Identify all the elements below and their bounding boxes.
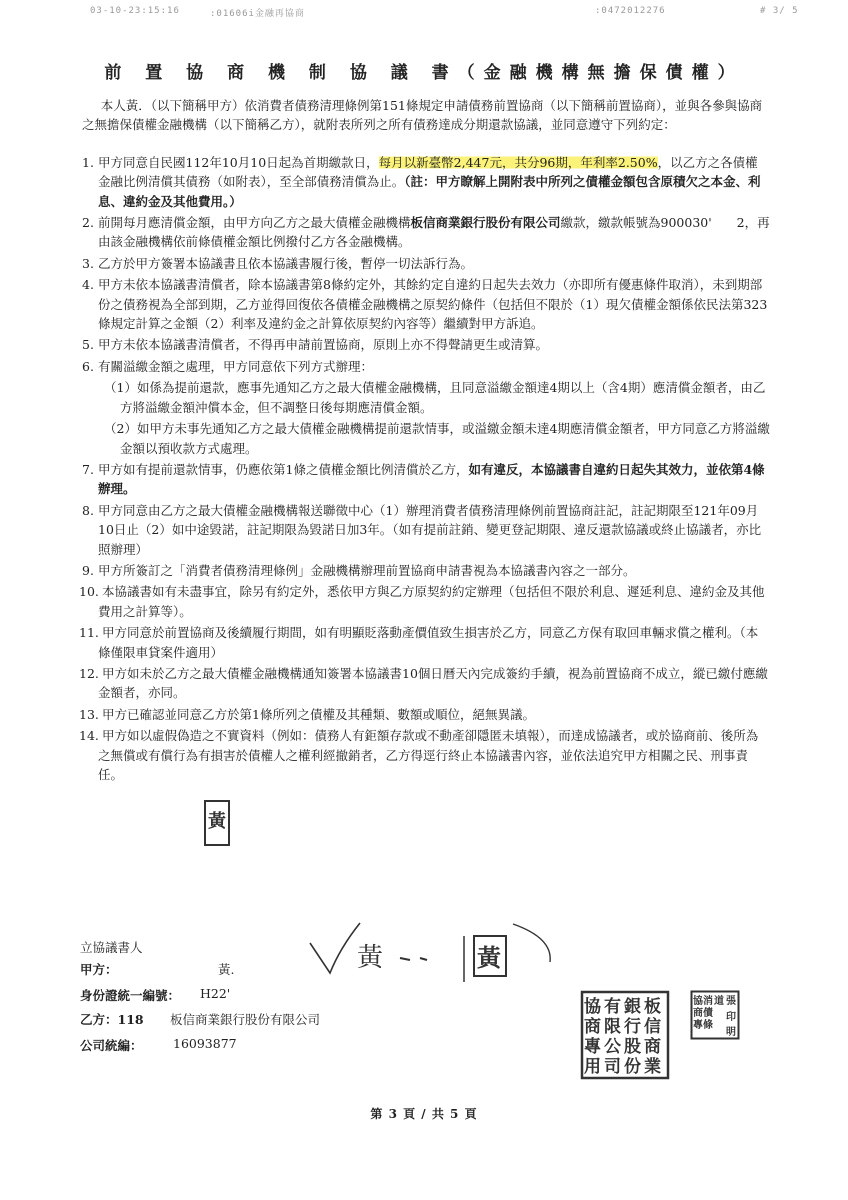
clause-6-2: （2）如甲方未事先通知乙方之最大債權金融機構提前還款情事，或溢繳金額未達4期應清償金額者，甲方同意乙方將溢繳金額以預收款方式處理。 xyxy=(104,421,770,456)
svg-text:專: 專 xyxy=(584,1037,601,1057)
svg-text:協: 協 xyxy=(584,997,601,1017)
id-row: 身份證統一編號： H22' xyxy=(80,986,231,1003)
svg-text:商: 商 xyxy=(693,1008,703,1019)
company-id-row: 公司統編： 16093877 xyxy=(80,1036,237,1053)
svg-text:業: 業 xyxy=(644,1057,661,1077)
svg-text:信: 信 xyxy=(644,1017,661,1037)
personal-seal xyxy=(458,918,558,993)
svg-text:司: 司 xyxy=(604,1057,621,1077)
svg-text:債: 債 xyxy=(703,1008,713,1019)
bank-name: 板信商業銀行股份有限公司 xyxy=(410,215,561,231)
svg-text:銀: 銀 xyxy=(624,997,641,1017)
clause-2: 2. 前開每月應清償金額，由甲方向乙方之最大債權金融機構板信商業銀行股份有限公司繳款，繳款帳號為900030' 2，再由該金融機構依前條債權金額比例撥付乙方各金融機構。 xyxy=(82,215,770,250)
svg-text:份: 份 xyxy=(624,1057,641,1077)
svg-text:協: 協 xyxy=(693,996,703,1007)
signatories-heading: 立協議書人 xyxy=(80,940,143,955)
svg-text:條: 條 xyxy=(703,1020,713,1031)
svg-text:專: 專 xyxy=(693,1020,703,1031)
margin-seal: 黃 xyxy=(204,800,230,846)
svg-text:商: 商 xyxy=(644,1037,661,1057)
svg-text:印: 印 xyxy=(726,1012,736,1023)
signature-text: 黃 xyxy=(357,943,384,973)
bank-company-seal xyxy=(580,990,670,1080)
clause-7: 7. 甲方如有提前還款情事，仍應依第1條之債權金額比例清償於乙方，如有違反，本協議書自違約日起失其效力，並依第4條辦理。 xyxy=(82,461,765,497)
intro-paragraph: 本人黃．（以下簡稱甲方）依消費者債務清理條例第151條規定申請債務前置協商（以下簡稱前置協商），並與各參與協商之無擔保債權金融機構（以下簡稱乙方），就附表所列之所有債務達成分期還款協議，並同意遵守下列約定： xyxy=(82,98,763,133)
clause-9: 9. 甲方所簽訂之「消費者債務清理條例」金融機構辦理前置協商申請書視為本協議書內容之一部分。 xyxy=(82,562,636,578)
svg-text:限: 限 xyxy=(604,1017,621,1037)
party-b-row: 乙方：118 板信商業銀行股份有限公司 xyxy=(80,1012,321,1027)
clause-14: 14. 甲方如以虛假偽造之不實資料（例如：債務人有鉅額存款或不動產卻隱匿未填報），而達成協議者，或於協商前、後所為之無償或有償行為有損害於債權人之權利經撤銷者，乙方得逕行終止本協議書內容，並依法追究甲方相關之民、刑事責任。 xyxy=(79,728,759,782)
fax-number: :0472012276 xyxy=(595,6,666,16)
svg-text:道: 道 xyxy=(714,996,724,1007)
page-footer: 第 3 頁 / 共 5 頁 xyxy=(370,1107,478,1121)
fax-datetime: 03-10-23:15:16 xyxy=(90,6,180,16)
highlighted-terms: 每月以新臺幣2,447元，共分96期，年利率2.50% xyxy=(378,154,658,170)
clause-8: 8. 甲方同意由乙方之最大債權金融機構報送聯徵中心（1）辦理消費者債務清理條例前置協商註記，註記期限至121年09月10日止（2）如中途毀諾，註記期限為毀諾日加3年。（如有提前註銷、變更登記期限、違反還款協議或終止協議者，亦比照辦理） xyxy=(82,502,762,557)
personal-seal-text: 黃 xyxy=(477,943,501,972)
clause-13: 13. 甲方已確認並同意乙方於第1條所列之債權及其種類、數額或順位，絕無異議。 xyxy=(79,706,535,722)
clause-12: 12. 甲方如未於乙方之最大債權金融機構通知簽署本協議書10個日曆天內完成簽約手續，視為前置協商不成立，縱已繳付應繳金額者，亦同。 xyxy=(79,665,768,701)
clause-3: 3. 乙方於甲方簽署本協議書且依本協議書履行後，暫停一切法訴行為。 xyxy=(82,255,474,271)
document-title: 前 置 協 商 機 制 協 議 書（金融機構無擔保債權） xyxy=(104,63,744,83)
svg-text:張: 張 xyxy=(726,996,736,1007)
clause-6: 6. 有關溢繳金額之處理，甲方同意依下列方式辦理： xyxy=(82,358,374,374)
svg-text:有: 有 xyxy=(604,997,621,1017)
svg-text:消: 消 xyxy=(703,996,713,1007)
fax-page: # 3/ 5 xyxy=(760,6,799,16)
party-a-row: 甲方： 黃. xyxy=(80,962,235,977)
svg-text:公: 公 xyxy=(604,1037,621,1057)
clause-6-1: （1）如係為提前還款，應事先通知乙方之最大債權金融機構，且同意溢繳金額達4期以上（含4期）應清償金額者，由乙方將溢繳金額沖償本金，但不調整日後每期應清償金額。 xyxy=(104,380,766,415)
svg-text:商: 商 xyxy=(584,1017,601,1037)
svg-text:用: 用 xyxy=(584,1057,601,1077)
svg-text:股: 股 xyxy=(624,1037,641,1057)
clause-11: 11. 甲方同意於前置協商及後續履行期間，如有明顯貶落動產價值致生損害於乙方，同意乙方保有取回車輛求償之權利。（本條僅限車貸案件適用） xyxy=(79,625,759,660)
clause-10: 10. 本協議書如有未盡事宜，除另有約定外，悉依甲方與乙方原契約約定辦理（包括但不限於利息、遲延利息、違約金及其他費用之計算等）。 xyxy=(79,584,765,619)
fax-sender: :01606i金融再協商 xyxy=(210,9,305,19)
svg-text:明: 明 xyxy=(726,1027,736,1038)
clause-5: 5. 甲方未依本協議書清償者，不得再申請前置協商，原則上亦不得聲請更生或清算。 xyxy=(82,337,549,353)
officer-seal xyxy=(690,990,740,1040)
svg-text:板: 板 xyxy=(644,997,661,1017)
clause-4: 4. 甲方未依本協議書清償者，除本協議書第8條約定外，其餘約定自違約日起失去效力（亦即所有優惠條件取消），未到期部份之債務視為全部到期，乙方並得回復依各債權金融機構之原契約條件（包括但不限於（1）現欠債權金額係依民法第323條規定計算之金額（2）利率及違約金之計算依原契約內容等）繼續對甲方訴追。 xyxy=(82,277,768,332)
svg-text:行: 行 xyxy=(624,1017,641,1037)
handwritten-signature xyxy=(305,918,475,983)
clause-1: 1. 甲方同意自民國112年10月10日起為首期繳款日，每月以新臺幣2,447元，共分96期，年利率2.50%，以乙方之各債權金融比例清償其債務（如附表），至全部債務清償為止。（註：甲方瞭解上開附表中所列之債權金額包含原積欠之本金、利息、違約金及其他費用。） xyxy=(82,154,761,209)
agreement-body xyxy=(79,96,770,786)
